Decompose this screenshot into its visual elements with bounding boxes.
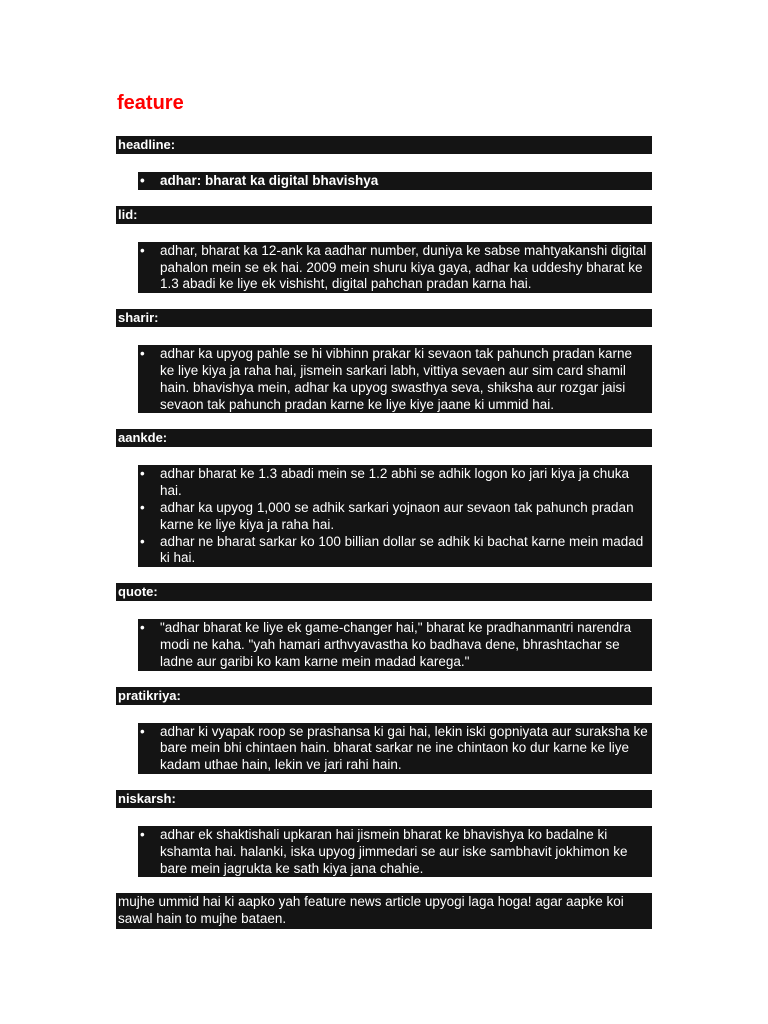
list-item: • adhar: bharat ka digital bhavishya bbox=[160, 173, 650, 190]
section-label-aankde: aankde: bbox=[116, 429, 652, 447]
section-body-aankde bbox=[138, 465, 652, 567]
list-item: • adhar ek shaktishali upkaran hai jismein bharat ke bhavishya ko badalne ki kshamta hai. halanki, iska upyog jimmedari se aur iske sambhavit jokhimon ke bare mein jagrukta ke sath kiya jana chahie. bbox=[160, 827, 650, 877]
section-label-lid: lid: bbox=[116, 206, 652, 224]
section-body-lid bbox=[138, 242, 652, 293]
list-item: • adhar ne bharat sarkar ko 100 billian dollar se adhik ki bachat karne mein madad ki hai. bbox=[160, 534, 650, 568]
section-label-quote: quote: bbox=[116, 583, 652, 601]
list-item: • adhar ka upyog pahle se hi vibhinn prakar ki sevaon tak pahunch pradan karne ke liye kiya ja raha hai, jismein sarkari labh, vittiya sevaen aur sim card shamil hain. bhavishya mein, adhar ka upyog swasthya seva, shiksha aur rozgar jaisi sevaon tak pahunch pradan karne ke liye kiye jaane ki ummid hai. bbox=[160, 346, 650, 413]
section-body-quote bbox=[138, 619, 652, 670]
section-label-sharir: sharir: bbox=[116, 309, 652, 327]
section-body-sharir bbox=[138, 345, 652, 413]
section-label-headline: headline: bbox=[116, 136, 652, 154]
section-body-pratikriya bbox=[138, 723, 652, 774]
closing-paragraph: mujhe ummid hai ki aapko yah feature news article upyogi laga hoga! agar aapke koi sawal hain to mujhe bataen. bbox=[116, 893, 652, 929]
section-body-niskarsh bbox=[138, 826, 652, 877]
list-item: • adhar ka upyog 1,000 se adhik sarkari yojnaon aur sevaon tak pahunch pradan karne ke liye kiya ja raha hai. bbox=[160, 500, 650, 534]
section-label-pratikriya: pratikriya: bbox=[116, 687, 652, 705]
page-title: feature bbox=[117, 92, 184, 114]
list-item: • adhar, bharat ka 12-ank ka aadhar number, duniya ke sabse mahtyakanshi digital pahalon mein se ek hai. 2009 mein shuru kiya gaya, adhar ka uddeshy bharat ke 1.3 abadi ke liye ek vishisht, digital pahchan pradan karna hai. bbox=[160, 243, 650, 293]
list-item: • "adhar bharat ke liye ek game-changer hai," bharat ke pradhanmantri narendra modi ne kaha. "yah hamari arthvyavastha ko badhava dene, bhrashtachar se ladne aur garibi ko kam karne mein madad karega." bbox=[160, 620, 650, 670]
document-page bbox=[116, 90, 652, 929]
list-item: • adhar ki vyapak roop se prashansa ki gai hai, lekin iski gopniyata aur suraksha ke bare mein bhi chintaen hain. bharat sarkar ne ine chintaon ko dur karne ke liye kadam uthae hain, lekin ve jari rahi hain. bbox=[160, 724, 650, 774]
section-label-niskarsh: niskarsh: bbox=[116, 790, 652, 808]
section-body-headline bbox=[138, 172, 652, 190]
list-item: • adhar bharat ke 1.3 abadi mein se 1.2 abhi se adhik logon ko jari kiya ja chuka hai. bbox=[160, 466, 650, 500]
